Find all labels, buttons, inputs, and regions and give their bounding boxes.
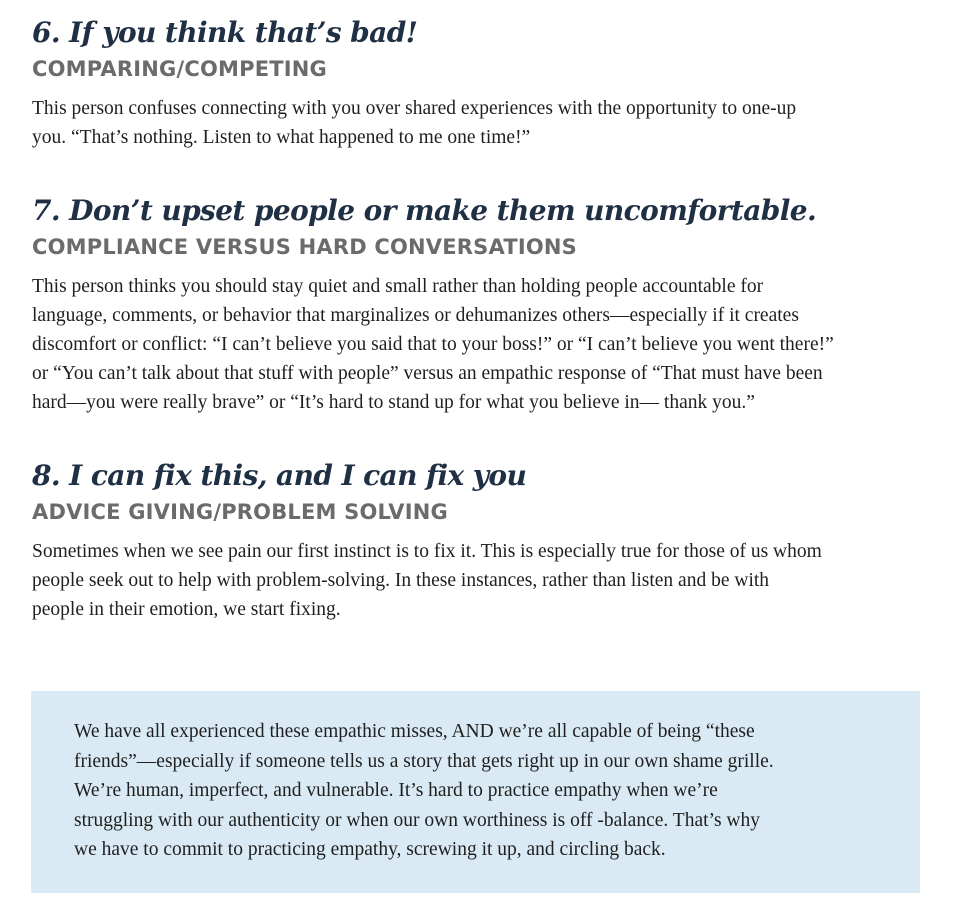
callout-box <box>31 691 920 893</box>
section-heading: 8. I can fix this, and I can fix you <box>32 459 527 492</box>
section-body <box>32 272 932 417</box>
body-line: This person thinks you should stay quiet and small rather than holding people accountable for <box>32 276 764 297</box>
callout-line: friends”—especially if someone tells us a story that gets right up in our own shame grille. <box>74 750 774 772</box>
body-line: hard—you were really brave” or “It’s hard to stand up for what you believe in— thank you.” <box>32 392 755 413</box>
body-line: you. “That’s nothing. Listen to what happened to me one time!” <box>32 127 531 148</box>
section-body <box>32 537 932 624</box>
section-body <box>32 94 932 152</box>
section-advice-giving <box>32 459 932 624</box>
body-line: This person confuses connecting with you over shared experiences with the opportunity to one-up <box>32 98 797 119</box>
callout-line: We have all experienced these empathic misses, AND we’re all capable of being “these <box>74 721 755 742</box>
section-heading: 7. Don’t upset people or make them uncomfortable. <box>32 194 817 227</box>
callout-line: we have to commit to practicing empathy, screwing it up, and circling back. <box>74 839 666 860</box>
body-line: people seek out to help with problem-solving. In these instances, rather than listen and be with <box>32 570 770 591</box>
callout-line: We’re human, imperfect, and vulnerable. It’s hard to practice empathy when we’re <box>74 780 718 801</box>
body-line: language, comments, or behavior that marginalizes or dehumanizes others—especially if it creates <box>32 305 799 326</box>
section-subheading: COMPARING/COMPETING <box>32 57 327 81</box>
section-comparing-competing <box>32 16 932 152</box>
body-line: discomfort or conflict: “I can’t believe you said that to your boss!” or “I can’t believe you went there!” <box>32 334 834 355</box>
section-heading: 6. If you think that’s bad! <box>32 16 418 49</box>
callout-text <box>74 717 774 865</box>
body-line: Sometimes when we see pain our first instinct is to fix it. This is especially true for those of us whom <box>32 541 822 562</box>
body-line: people in their emotion, we start fixing. <box>32 599 341 620</box>
section-compliance-hard-conversations <box>32 194 932 417</box>
callout-line: struggling with our authenticity or when our own worthiness is off -balance. That’s why <box>74 809 760 831</box>
section-subheading: COMPLIANCE VERSUS HARD CONVERSATIONS <box>32 235 578 259</box>
section-subheading: ADVICE GIVING/PROBLEM SOLVING <box>32 500 448 524</box>
body-line: or “You can’t talk about that stuff with people” versus an empathic response of “That must have been <box>32 363 823 384</box>
